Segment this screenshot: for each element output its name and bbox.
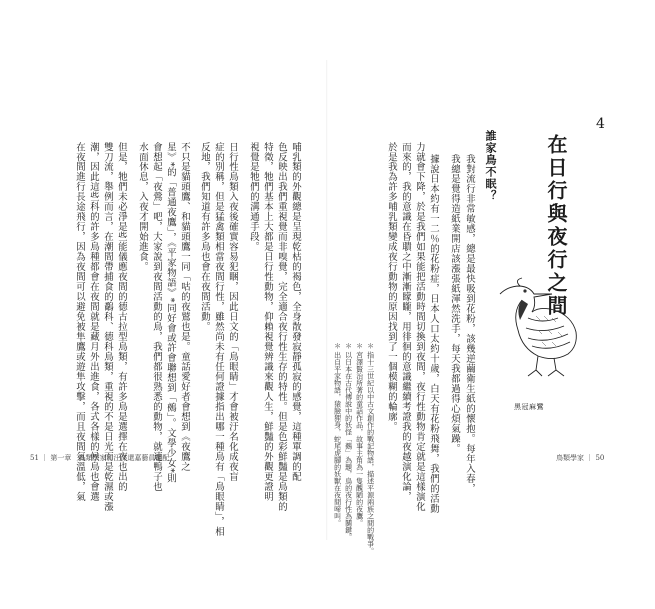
left-paragraph: 反地，我們知道有許多鳥也會在夜間活動。 (199, 142, 210, 332)
right-paragraph: 據說日本約有一二％的花粉症，日本人口太約十歲，白天有花粉飛舞，我們的活動 (428, 154, 439, 514)
left-paragraph: 不只是貓頭鷹、和貓頭鷹一同「咕的夜鷲也是。童話愛好者會想到《夜鷹之 (179, 142, 190, 472)
chapter-title: 在日行與夜行之間 (544, 134, 568, 318)
right-folio: 鳥類學家 ｜ 50 (556, 454, 605, 462)
left-paragraph: 症的別稱，但是猛禽類相當夜間行性，雖然尚未有任何證據指出哪一種鳥有「鳥眼睛」，相 (213, 142, 224, 537)
right-paragraph: 力就會下降，於是我們如果能把活動時間切換到夜間，夜行性動物肯定就是這樣演化 (414, 142, 425, 512)
left-paragraph: 日行性鳥類入夜後確實容易犯睏，因此日文的「鳥眼睛」才會被汙名化成夜盲 (227, 142, 238, 482)
left-paragraph: 水面休息，入夜才開始進食。 (137, 142, 148, 272)
right-paragraph: 而來的，我的意識在昏聵之中漸漸矇矓，用徘徊的意識繼續考證我的夜越演化論， (400, 142, 411, 502)
left-paragraph: 雙刀流，舉例而言，在潮間帶捕食的鷸科、德科鳥類，重視的不是日光而是乾濕或漲 (102, 142, 113, 512)
left-paragraph: 哺乳類的外觀總是呈現乾枯的褐色，全身散發寂靜孤寂的感覺，這種單調的配 (290, 142, 301, 482)
right-paragraph: 我對流行非常敏感，總是最快吸到花粉，該幾逆繭衛生紙的懷抱。每年入春， (464, 154, 475, 494)
left-folio: 51 ｜ 第一章 鳥類學家和汪洋還嘉藝員寵配 (30, 454, 170, 462)
illustration-caption: 黑冠麻鷺 (514, 403, 544, 411)
left-paragraph: 但是，牠們未必淨是些能儀應夜間的德古拉型鳥類，有許多鳥是選擇在夜也出的 (116, 142, 127, 492)
footnote: ＊ 以日本在古代傳說中的妖怪「鵺」為題，鳥的夜行性為關鍵。 (344, 342, 353, 541)
left-paragraph: 會想起「夜鶯」吧，大家說到夜間活動的鳥，我們都很熟悉的動物，就連鴨子也 (151, 142, 162, 492)
footnote: ＊ 指十三世紀以中古文創作的戰記物語，描述平源兩族之間的戰爭。 (366, 342, 375, 555)
right-paragraph: 於是我為許多哺乳類變成夜行動物的原因找到了一個模糊的輪廓。 (386, 142, 397, 432)
section-heading: 誰家鳥不眠？ (484, 130, 497, 202)
footnote: ＊ 宮澤賢治所著的童話作品，故事主角為一隻醜陋的夜鷹。 (355, 342, 364, 527)
left-paragraph: 在夜間進行長途飛行，因為夜間可以避免被隼鷹或遊隼攻擊，而且夜間氣溫低，氣 (74, 142, 85, 502)
chapter-number: 4 (596, 116, 605, 132)
left-paragraph: 特徵，牠們基本上大都是日行性動物，仰賴視覺辨識來觀人生，鮮豔的外觀更證明 (262, 142, 273, 502)
footnote: ＊ 出自平家物語，猿臉狸身，蛇尾虎腳的妖獸在夜間啼叫。 (333, 342, 342, 527)
left-paragraph: 星》*的「普通夜鷹」，《平家物語》*同好會或許會聯想到「鵺」。文學少女*則 (165, 142, 176, 484)
left-paragraph: 色反映出我們重視覺而非嗅覺，完全適合夜行性生存的特性。但是色彩鮮豔是鳥類的 (276, 142, 287, 512)
right-paragraph: 我總是覺得造紙業開店該漲張紙渾然洗手，每天我都過得心煩氣躁。 (449, 154, 460, 454)
left-paragraph: 視覺是牠們的溝通手段。 (248, 142, 259, 252)
gutter (326, 60, 328, 540)
left-paragraph: 潮，因此這些科的許多鳥種都會在夜間就是藏月外出進食，各式各樣的候鳥也會選 (88, 142, 99, 502)
night-heron-illustration (492, 272, 588, 384)
